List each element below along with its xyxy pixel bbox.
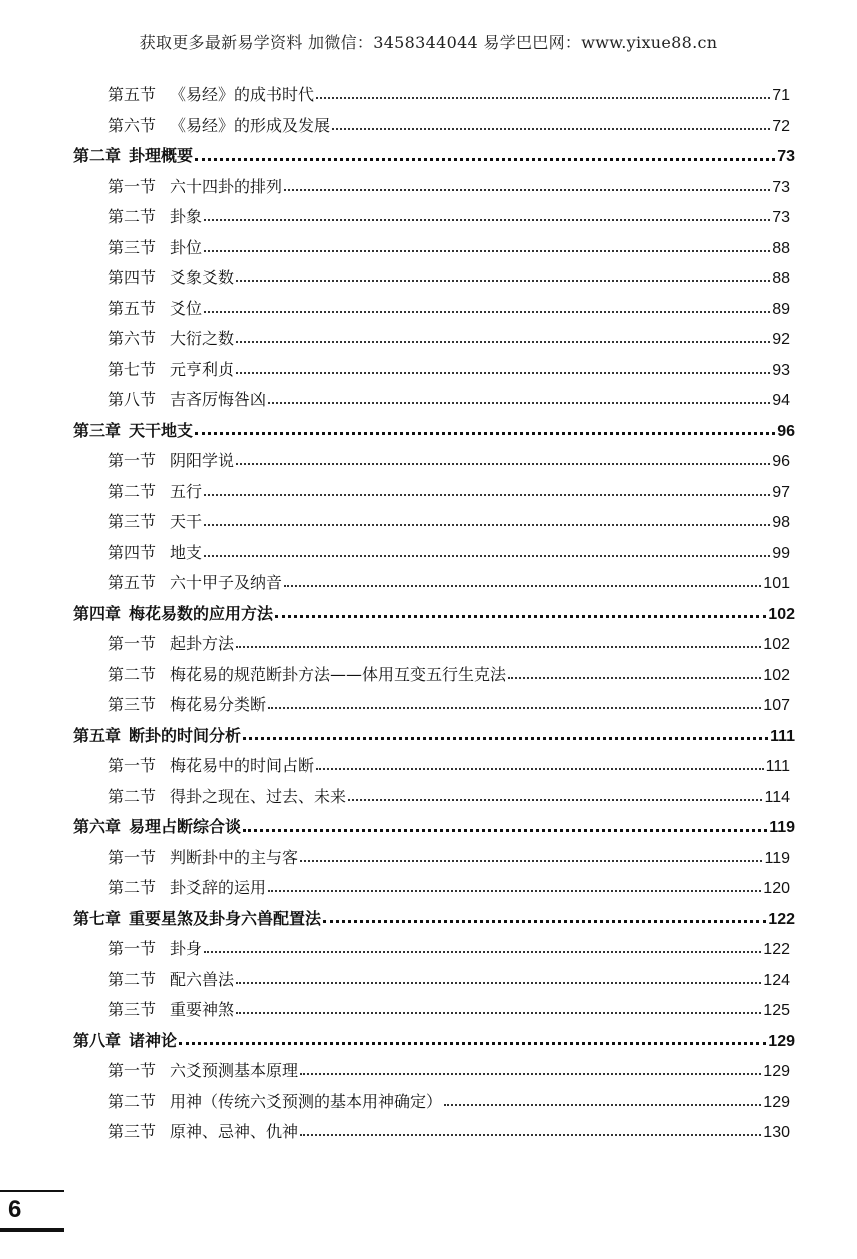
entry-title: 梅花易数的应用方法 xyxy=(129,603,274,623)
entry-page-number: 98 xyxy=(772,514,790,531)
dot-leader xyxy=(332,128,770,130)
entry-title: 卦理概要 xyxy=(129,146,194,165)
entry-page-number: 96 xyxy=(777,422,795,440)
entry-title: 大衍之数 xyxy=(170,329,235,348)
entry-number: 第二节 xyxy=(108,786,157,806)
entry-page-number: 96 xyxy=(772,453,790,470)
entry-number: 第三节 xyxy=(108,512,157,531)
toc-section-entry xyxy=(108,843,790,873)
entry-number: 第一节 xyxy=(108,176,157,196)
entry-title: 《易经》的形成及发展 xyxy=(170,115,331,135)
dot-leader xyxy=(323,920,766,923)
entry-number: 第五节 xyxy=(108,85,157,104)
entry-title: 断卦的时间分析 xyxy=(129,725,242,745)
entry-number: 第二节 xyxy=(108,664,157,684)
dot-leader xyxy=(284,189,770,191)
entry-title: 判断卦中的主与客 xyxy=(170,847,299,867)
entry-page-number: 92 xyxy=(772,331,790,348)
dot-leader xyxy=(243,737,768,740)
toc-section-entry xyxy=(108,782,790,812)
entry-number: 第一节 xyxy=(108,847,157,867)
entry-title: 六十甲子及纳音 xyxy=(170,573,283,592)
toc-section-entry xyxy=(108,80,790,110)
toc-section-entry xyxy=(108,233,790,263)
dot-leader xyxy=(508,677,761,679)
entry-title: 地支 xyxy=(170,542,203,562)
entry-number: 第二节 xyxy=(108,969,157,989)
entry-number: 第二节 xyxy=(108,207,157,226)
entry-title: 梅花易的规范断卦方法——体用互变五行生克法 xyxy=(170,664,507,684)
entry-title: 用神（传统六爻预测的基本用神确定） xyxy=(170,1091,443,1111)
dot-leader xyxy=(236,982,761,984)
toc-section-entry xyxy=(108,111,790,141)
entry-page-number: 129 xyxy=(763,1063,790,1080)
entry-page-number: 119 xyxy=(764,849,790,867)
entry-number: 第三节 xyxy=(108,1122,157,1141)
entry-number: 第六章 xyxy=(73,817,122,836)
entry-number: 第二节 xyxy=(108,1091,157,1111)
toc-chapter-entry xyxy=(73,416,795,446)
entry-title: 卦爻辞的运用 xyxy=(170,878,267,897)
entry-title: 天干 xyxy=(170,512,203,531)
dot-leader xyxy=(236,280,770,282)
entry-page-number: 94 xyxy=(772,392,790,409)
dot-leader xyxy=(236,646,761,648)
entry-page-number: 72 xyxy=(772,117,790,135)
entry-page-number: 125 xyxy=(763,1002,790,1019)
entry-number: 第四章 xyxy=(73,603,122,623)
entry-page-number: 120 xyxy=(763,880,790,897)
dot-leader xyxy=(275,615,766,618)
toc-section-entry xyxy=(108,660,790,690)
entry-page-number: 88 xyxy=(772,239,790,257)
dot-leader xyxy=(179,1042,766,1045)
page-number: 6 xyxy=(8,1196,22,1223)
entry-page-number: 124 xyxy=(763,971,790,989)
entry-number: 第六节 xyxy=(108,115,157,135)
toc-chapter-entry xyxy=(73,904,795,934)
entry-title: 爻位 xyxy=(170,298,203,318)
entry-page-number: 97 xyxy=(772,483,790,501)
entry-title: 吉吝厉悔咎凶 xyxy=(170,390,267,409)
toc-section-entry xyxy=(108,1117,790,1147)
entry-number: 第五节 xyxy=(108,298,157,318)
dot-leader xyxy=(300,1134,761,1136)
entry-page-number: 114 xyxy=(764,788,790,806)
toc-section-entry xyxy=(108,355,790,385)
entry-number: 第三节 xyxy=(108,1000,157,1019)
entry-title: 爻象爻数 xyxy=(170,268,235,287)
footer-rule-bottom xyxy=(0,1228,64,1232)
dot-leader xyxy=(300,860,762,862)
dot-leader xyxy=(284,585,761,587)
entry-number: 第一节 xyxy=(108,451,157,470)
toc-section-entry xyxy=(108,477,790,507)
entry-page-number: 73 xyxy=(777,148,795,165)
toc-section-entry xyxy=(108,507,790,537)
entry-title: 五行 xyxy=(170,481,203,501)
entry-title: 六十四卦的排列 xyxy=(170,176,283,196)
entry-page-number: 122 xyxy=(763,941,790,958)
entry-page-number: 122 xyxy=(768,910,795,928)
entry-title: 得卦之现在、过去、未来 xyxy=(170,786,347,806)
toc-section-entry xyxy=(108,995,790,1025)
toc-section-entry xyxy=(108,690,790,720)
entry-title: 阴阳学说 xyxy=(170,451,235,470)
entry-page-number: 71 xyxy=(772,87,790,104)
dot-leader xyxy=(268,890,761,892)
entry-title: 易理占断综合谈 xyxy=(129,817,242,836)
page-header-watermark: 获取更多最新易学资料 加微信：3458344044 易学巴巴网：www.yixue88.cn xyxy=(139,33,718,52)
entry-page-number: 102 xyxy=(768,605,795,623)
dot-leader xyxy=(204,555,770,557)
entry-number: 第三节 xyxy=(108,237,157,257)
dot-leader xyxy=(316,97,770,99)
toc-section-entry xyxy=(108,172,790,202)
entry-page-number: 107 xyxy=(763,697,790,714)
entry-number: 第三章 xyxy=(73,420,122,440)
entry-title: 梅花易分类断 xyxy=(170,695,267,714)
toc-chapter-entry xyxy=(73,1026,795,1056)
dot-leader xyxy=(204,250,770,252)
toc-section-entry xyxy=(108,385,790,415)
dot-leader xyxy=(243,829,767,832)
toc-section-entry xyxy=(108,1087,790,1117)
entry-title: 梅花易中的时间占断 xyxy=(170,756,315,775)
entry-number: 第五节 xyxy=(108,573,157,592)
dot-leader xyxy=(204,494,770,496)
entry-title: 重要星煞及卦身六兽配置法 xyxy=(129,908,322,928)
entry-title: 元亨利贞 xyxy=(170,359,235,379)
entry-title: 重要神煞 xyxy=(170,1000,235,1019)
entry-title: 卦位 xyxy=(170,237,203,257)
entry-number: 第三节 xyxy=(108,695,157,714)
toc-section-entry xyxy=(108,446,790,476)
entry-page-number: 99 xyxy=(772,544,790,562)
entry-page-number: 73 xyxy=(772,178,790,196)
dot-leader xyxy=(268,707,761,709)
dot-leader xyxy=(268,402,770,404)
entry-page-number: 119 xyxy=(769,819,795,836)
entry-page-number: 130 xyxy=(763,1124,790,1141)
entry-number: 第一节 xyxy=(108,939,157,958)
dot-leader xyxy=(300,1073,761,1075)
dot-leader xyxy=(444,1104,761,1106)
entry-number: 第四节 xyxy=(108,268,157,287)
footer-rule-top xyxy=(0,1190,64,1192)
dot-leader xyxy=(236,463,770,465)
entry-number: 第一节 xyxy=(108,756,157,775)
entry-number: 第六节 xyxy=(108,329,157,348)
entry-title: 起卦方法 xyxy=(170,634,235,653)
entry-page-number: 88 xyxy=(772,270,790,287)
toc-chapter-entry xyxy=(73,599,795,629)
toc-chapter-entry xyxy=(73,812,795,842)
entry-page-number: 93 xyxy=(772,361,790,379)
entry-number: 第四节 xyxy=(108,542,157,562)
entry-page-number: 73 xyxy=(772,209,790,226)
toc-section-entry xyxy=(108,629,790,659)
toc-section-entry xyxy=(108,751,790,781)
dot-leader xyxy=(204,524,770,526)
toc-section-entry xyxy=(108,263,790,293)
entry-title: 诸神论 xyxy=(129,1030,178,1050)
toc-section-entry xyxy=(108,568,790,598)
entry-page-number: 102 xyxy=(763,666,790,684)
toc-section-entry xyxy=(108,873,790,903)
entry-page-number: 111 xyxy=(770,727,795,745)
entry-number: 第二节 xyxy=(108,481,157,501)
dot-leader xyxy=(195,432,775,435)
entry-title: 六爻预测基本原理 xyxy=(170,1061,299,1080)
toc-section-entry xyxy=(108,538,790,568)
entry-number: 第八节 xyxy=(108,390,157,409)
entry-page-number: 89 xyxy=(772,300,790,318)
dot-leader xyxy=(204,219,770,221)
toc-section-entry xyxy=(108,324,790,354)
entry-number: 第八章 xyxy=(73,1030,122,1050)
entry-page-number: 102 xyxy=(763,636,790,653)
dot-leader xyxy=(236,1012,761,1014)
dot-leader xyxy=(236,372,770,374)
entry-number: 第七节 xyxy=(108,359,157,379)
toc-section-entry xyxy=(108,934,790,964)
entry-number: 第二章 xyxy=(73,146,122,165)
dot-leader xyxy=(236,341,770,343)
entry-title: 天干地支 xyxy=(129,420,194,440)
entry-title: 原神、忌神、仇神 xyxy=(170,1122,299,1141)
toc-section-entry xyxy=(108,965,790,995)
entry-title: 卦身 xyxy=(170,939,203,958)
dot-leader xyxy=(348,799,762,801)
toc-section-entry xyxy=(108,202,790,232)
dot-leader xyxy=(204,951,761,953)
dot-leader xyxy=(195,158,775,161)
entry-page-number: 101 xyxy=(763,575,790,592)
entry-number: 第二节 xyxy=(108,878,157,897)
entry-title: 《易经》的成书时代 xyxy=(170,85,315,104)
entry-page-number: 111 xyxy=(765,758,790,775)
entry-page-number: 129 xyxy=(763,1093,790,1111)
dot-leader xyxy=(316,768,764,770)
entry-title: 配六兽法 xyxy=(170,969,235,989)
entry-page-number: 129 xyxy=(768,1032,795,1050)
toc-section-entry xyxy=(108,294,790,324)
toc-section-entry xyxy=(108,1056,790,1086)
entry-number: 第五章 xyxy=(73,725,122,745)
entry-number: 第一节 xyxy=(108,1061,157,1080)
entry-number: 第一节 xyxy=(108,634,157,653)
toc-chapter-entry xyxy=(73,721,795,751)
dot-leader xyxy=(204,311,770,313)
entry-title: 卦象 xyxy=(170,207,203,226)
entry-number: 第七章 xyxy=(73,908,122,928)
toc-chapter-entry xyxy=(73,141,795,171)
